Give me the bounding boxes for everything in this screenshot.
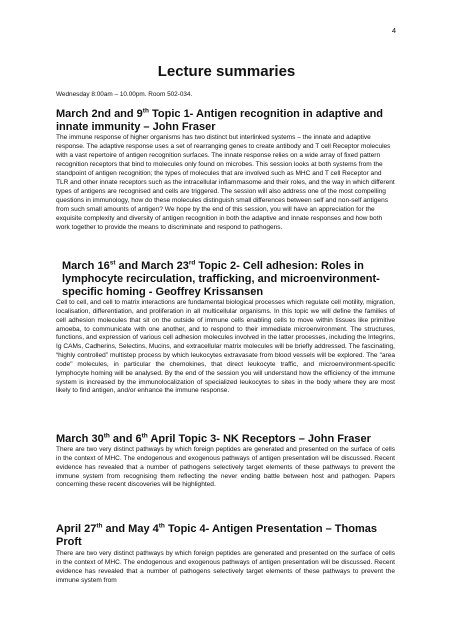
schedule-line: Wednesday 8:00am – 10.00pm. Room 502-034.: [56, 91, 193, 98]
topic-3-section: [56, 433, 395, 490]
topic-2-date-start: March 16: [62, 260, 110, 272]
topic-3-heading: [56, 433, 395, 446]
topic-1-description: The immune response of higher organisms has two distinct but interlinked systems – the innate and adaptive response. The adaptive response uses a set of rearranging genes to create antibody and T cell Receptor molecules with a vast repertoire of antigen recognition surfaces. The innate response relies on a wide array of fixed pattern recognition receptors that bind to molecules only found on microbes. This session looks at both systems from the standpoint of antigen recognition; the types of molecules that are involved such as MHC and T cell Receptor and TLR and other innate receptors such as the intracellular inflammasome and their roles, and the way in which different types of antigens are recognised and cells are triggered. The session will also address one of the most compelling questions in immunology, how do these molecules distinguish small differences between self and non-self antigens from such small amounts of antigen? We hope by the end of this session, you will have an appreciation for the exquisite complexity and diversity of antigen recognition in both the adaptive and innate responses and how both work together to provide the means to discriminate and respond to pathogens.: [56, 134, 395, 231]
topic-4-date-end-suffix: th: [158, 522, 165, 530]
topic-4-date-end: and May 4: [102, 523, 159, 535]
topic-4-section: [56, 523, 395, 585]
topic-4-date-start-suffix: th: [96, 522, 103, 530]
topic-1-title: Topic 1- Antigen recognition in adaptive and innate immunity – John Fraser: [56, 108, 384, 133]
page-title: Lecture summaries: [157, 63, 296, 80]
topic-2-date-end: and March 23: [115, 260, 189, 272]
topic-4-date-start: April 27: [56, 523, 97, 535]
topic-1-heading: [56, 108, 395, 134]
topic-3-date-start-suffix: th: [103, 432, 110, 440]
topic-4-title: Topic 4- Antigen Presentation – Thomas Proft: [56, 523, 377, 548]
topic-2-title: Topic 2- Cell adhesion: Roles in lymphocyte recirculation, trafficking, and microenvironment-specific homing - Geoffrey Krissansen: [62, 260, 380, 298]
topic-3-date-start: March 30: [56, 433, 104, 445]
topic-3-date-end: and 6: [109, 433, 142, 445]
topic-1-date-suffix: th: [142, 107, 149, 115]
topic-2-date-start-suffix: st: [109, 259, 116, 267]
topic-2-description: Cell to cell, and cell to matrix interactions are fundamental biological processes which regulate cell motility, migration, localisation, differentiation, and proliferation in all multicellular organisms. In this topic we will define the families of cell adhesion molecules that sit on the outside of immune cells enabling cells to move within tissues like primitive amoeba, to communicate with one another, and to respond to their immediate microenvironment. The structures, functions, and expression of various cell adhesion molecules involved in the latter processes, including the Integrins, Ig CAMs, Cadherins, Selectins, Mucins, and extracellular matrix molecules will be briefly addressed. The fascinating, “highly controlled” multistep process by which leukocytes extravasate from blood vessels will be explored. The "area code" molecules, in particular the chemokines, that direct leukocyte traffic, and microenvironment-specific lymphocyte homing will be analysed. By the end of the session you will understand how the efficiency of the immune system is increased by the immunolocalization of specialized leukocytes to sites in the body where they are most likely to find antigen, and/or enhance the immune response.: [56, 299, 395, 395]
topic-2-date-end-suffix: rd: [188, 259, 196, 267]
page-number: 4: [391, 26, 396, 35]
topic-4-heading: [56, 523, 395, 549]
topic-2-heading: [56, 260, 395, 299]
topic-1-date: March 2nd and 9: [56, 108, 143, 120]
topic-3-description: There are two very distinct pathways by which foreign peptides are generated and presented on the surface of cells in the context of MHC. The endogenous and exogenous pathways of antigen presentation will be discussed. Recent evidence has revealed that a number of pathogens selectively target elements of these pathways to prevent the immune system from recognising them reflecting the never ending battle between host and pathogen. Papers concerning these recent discoveries will be highlighted.: [56, 446, 395, 489]
topic-1-section: [56, 108, 395, 232]
topic-4-description: There are two very distinct pathways by which foreign peptides are generated and presented on the surface of cells in the context of MHC. The endogenous and exogenous pathways of antigen presentation will be discussed. Recent evidence has revealed that a number of pathogens selectively target elements of these pathways to prevent the immune system from: [56, 550, 395, 584]
topic-3-date-end-suffix: th: [141, 432, 148, 440]
topic-3-title: April Topic 3- NK Receptors – John Fraser: [147, 433, 371, 445]
topic-2-section: [56, 260, 395, 396]
